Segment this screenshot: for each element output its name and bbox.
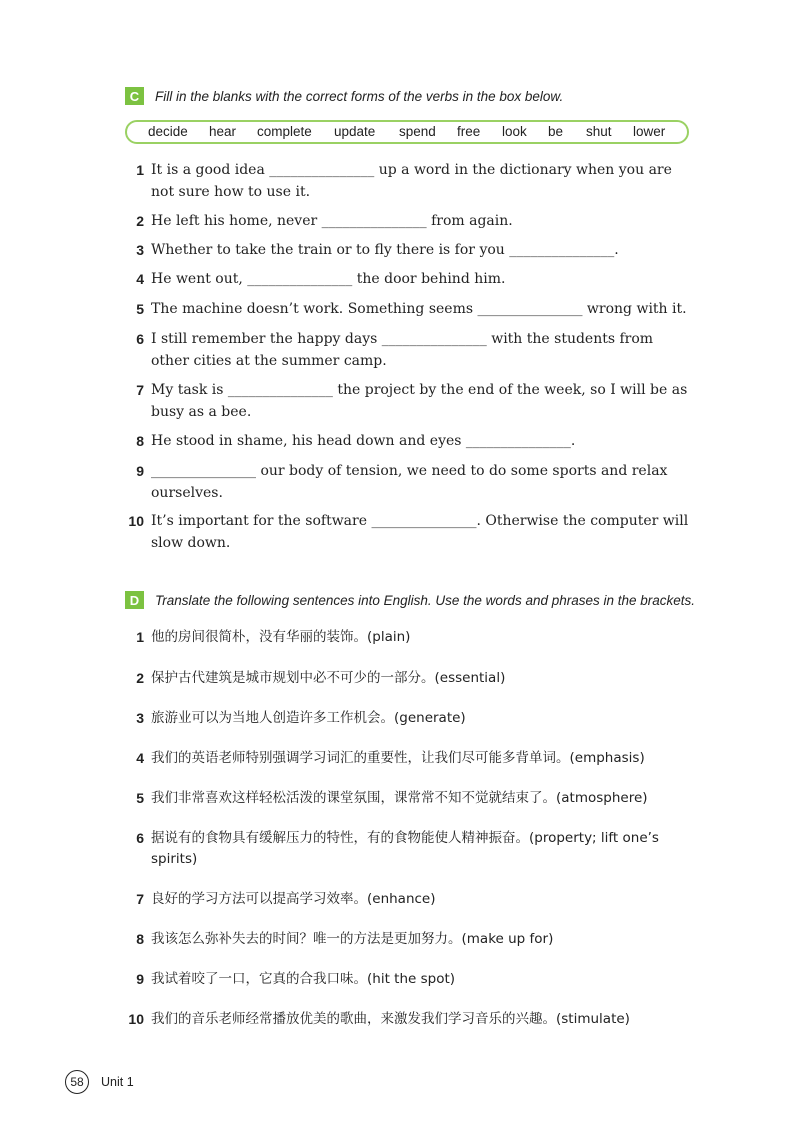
section-c-instruction: Fill in the blanks with the correct forms of the verbs in the box below. <box>155 88 564 104</box>
item-number: 3 <box>136 242 144 258</box>
section-d-header <box>125 591 695 609</box>
translate-item <box>125 627 695 648</box>
item-number: 1 <box>136 162 144 178</box>
fill-blank-item <box>125 298 695 320</box>
item-text: 我们的英语老师特别强调学习词汇的重要性，让我们尽可能多背单词。(emphasis) <box>151 750 645 766</box>
fill-blank-item <box>125 159 695 203</box>
item-number: 6 <box>136 331 144 347</box>
item-number: 8 <box>136 931 144 947</box>
item-number: 1 <box>136 629 144 645</box>
item-text: It’s important for the software _______________. Otherwise the computer will slow down. <box>151 513 689 551</box>
item-text: 我们非常喜欢这样轻松活泼的课堂氛围，课常常不知不觉就结束了。(atmosphere) <box>151 790 648 806</box>
item-number: 9 <box>136 463 144 479</box>
unit-label: Unit 1 <box>101 1075 134 1089</box>
item-text: It is a good idea _______________ up a word in the dictionary when you are not sure how to use it. <box>151 162 672 200</box>
section-d-label: D <box>125 591 144 609</box>
item-text: _______________ our body of tension, we need to do some sports and relax ourselves. <box>151 463 668 501</box>
word-box-item: hear <box>209 124 237 139</box>
fill-blank-item <box>125 239 695 261</box>
translate-item <box>125 969 695 990</box>
item-text: 旅游业可以为当地人创造许多工作机会。(generate) <box>151 710 466 726</box>
item-text: 我该怎么弥补失去的时间？唯一的方法是更加努力。(make up for) <box>151 931 554 947</box>
translate-item <box>125 708 695 729</box>
section-c-label: C <box>125 87 144 105</box>
item-text: I still remember the happy days _______________ with the students from other cities at the summer camp. <box>151 331 654 369</box>
translate-item <box>125 1009 695 1030</box>
item-text: He went out, _______________ the door behind him. <box>151 271 506 287</box>
item-number: 10 <box>128 513 144 529</box>
item-text: 他的房间很简朴，没有华丽的装饰。(plain) <box>151 629 411 645</box>
fill-blank-item <box>125 268 695 290</box>
word-box-item: update <box>334 124 376 139</box>
translate-item <box>125 889 695 910</box>
item-text: 据说有的食物具有缓解压力的特性，有的食物能使人精神振奋。(property; lift one’s spirits) <box>151 830 659 867</box>
section-d-instruction: Translate the following sentences into English. Use the words and phrases in the brackets. <box>155 592 696 608</box>
item-number: 3 <box>136 710 144 726</box>
item-text: 我试着咬了一口，它真的合我口味。(hit the spot) <box>151 971 456 987</box>
item-text: 良好的学习方法可以提高学习效率。(enhance) <box>151 891 436 907</box>
section-c-header <box>125 87 563 105</box>
item-number: 4 <box>136 271 144 287</box>
item-text: The machine doesn’t work. Something seems _______________ wrong with it. <box>151 301 687 317</box>
fill-blank-item <box>125 210 695 232</box>
word-box <box>125 120 689 144</box>
item-number: 2 <box>136 213 144 229</box>
word-box-item: shut <box>586 124 612 139</box>
item-number: 5 <box>136 301 144 317</box>
fill-blank-item <box>125 460 695 504</box>
item-text: 保护古代建筑是城市规划中必不可少的一部分。(essential) <box>151 670 506 686</box>
translate-item <box>125 668 695 689</box>
fill-blank-item <box>125 430 695 452</box>
translate-item <box>125 828 695 870</box>
item-number: 8 <box>136 433 144 449</box>
item-number: 2 <box>136 670 144 686</box>
word-box-item: be <box>548 124 564 139</box>
item-number: 7 <box>136 891 144 907</box>
word-box-item: free <box>457 124 481 139</box>
word-box-item: look <box>502 124 527 139</box>
page-footer <box>65 1070 134 1094</box>
item-text: 我们的音乐老师经常播放优美的歌曲，来激发我们学习音乐的兴趣。(stimulate) <box>151 1011 630 1027</box>
word-box-item: decide <box>148 124 188 139</box>
word-box-item: lower <box>633 124 666 139</box>
item-text: He stood in shame, his head down and eyes _______________. <box>151 433 576 449</box>
translate-item <box>125 788 695 809</box>
item-number: 9 <box>136 971 144 987</box>
item-text: My task is _______________ the project by the end of the week, so I will be as busy as a bee. <box>151 382 688 420</box>
word-box-item: spend <box>399 124 436 139</box>
page-number: 58 <box>65 1070 89 1094</box>
item-number: 5 <box>136 790 144 806</box>
item-number: 10 <box>128 1011 144 1027</box>
item-number: 6 <box>136 830 144 846</box>
fill-blank-item <box>125 379 695 423</box>
item-text: Whether to take the train or to fly there is for you _______________. <box>151 242 619 258</box>
word-box-item: complete <box>257 124 312 139</box>
translate-item <box>125 929 695 950</box>
fill-blank-item <box>125 328 695 372</box>
item-number: 7 <box>136 382 144 398</box>
translate-item <box>125 748 695 769</box>
item-text: He left his home, never _______________ from again. <box>151 213 513 229</box>
fill-blank-item <box>125 510 695 554</box>
item-number: 4 <box>136 750 144 766</box>
